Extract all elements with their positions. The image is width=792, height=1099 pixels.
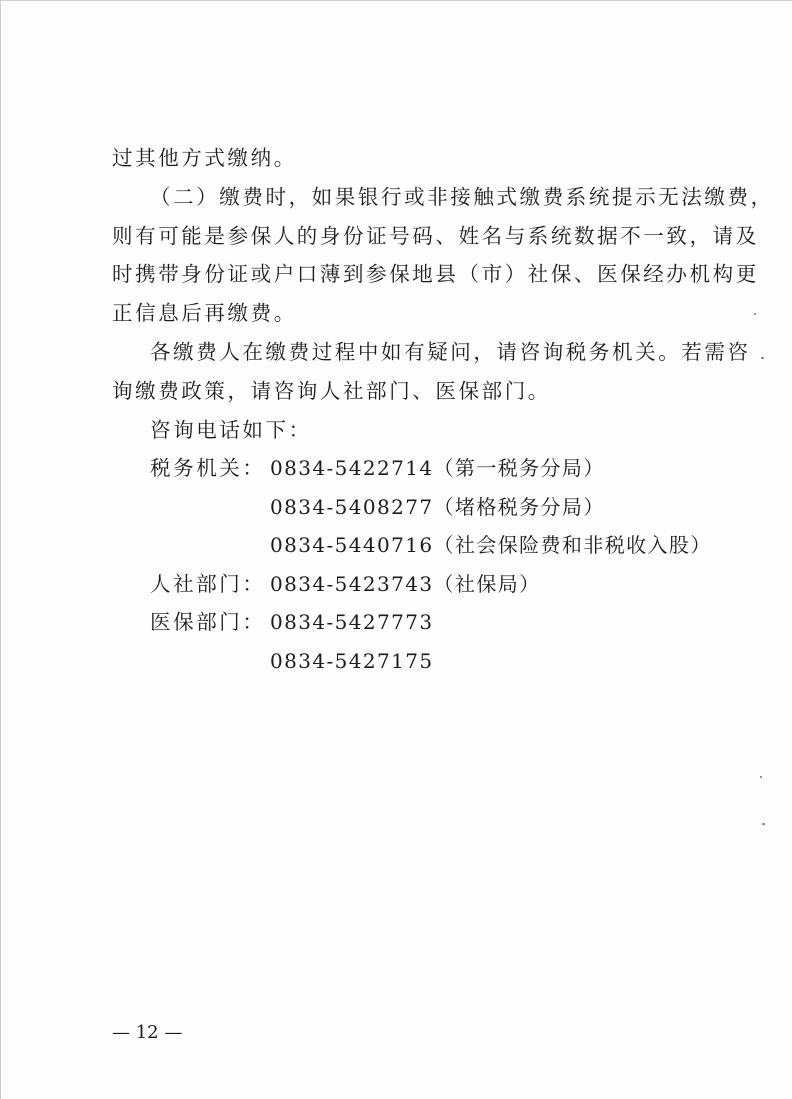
tax-phone-1: 0834-5422714（第一税务分局）	[270, 456, 605, 480]
tax-office-label: 税务机关：	[150, 456, 266, 480]
body-line-2: （二）缴费时，如果银行或非接触式缴费系统提示无法缴费，	[150, 185, 774, 209]
scan-speck	[754, 313, 756, 315]
scan-speck	[762, 823, 765, 825]
page-number: — 12 —	[112, 1022, 183, 1043]
body-line-6: 各缴费人在缴费过程中如有疑问，请咨询税务机关。若需咨	[150, 340, 751, 364]
tax-phone-3: 0834-5440716（社会保险费和非税收入股）	[270, 533, 712, 557]
scan-speck	[760, 776, 762, 778]
body-line-5: 正信息后再缴费。	[112, 301, 297, 325]
scan-edge-left	[0, 0, 1, 1099]
scan-edge-top	[0, 0, 792, 1]
body-line-1: 过其他方式缴纳。	[112, 146, 297, 170]
body-line-7: 询缴费政策，请咨询人社部门、医保部门。	[112, 379, 551, 403]
hr-department-label: 人社部门：	[150, 572, 266, 596]
medical-phone-2: 0834-5427175	[270, 649, 434, 673]
medical-phone-1: 0834-5427773	[270, 610, 434, 634]
body-line-4: 时携带身份证或户口薄到参保地县（市）社保、医保经办机构更	[112, 262, 759, 286]
body-line-3: 则有可能是参保人的身份证号码、姓名与系统数据不一致，请及	[112, 224, 759, 248]
tax-phone-2: 0834-5408277（堵格税务分局）	[270, 495, 605, 519]
contact-intro: 咨询电话如下：	[150, 418, 312, 442]
scan-speck	[761, 357, 764, 359]
medical-department-label: 医保部门：	[150, 610, 266, 634]
hr-phone-1: 0834-5423743（社保局）	[270, 572, 541, 596]
